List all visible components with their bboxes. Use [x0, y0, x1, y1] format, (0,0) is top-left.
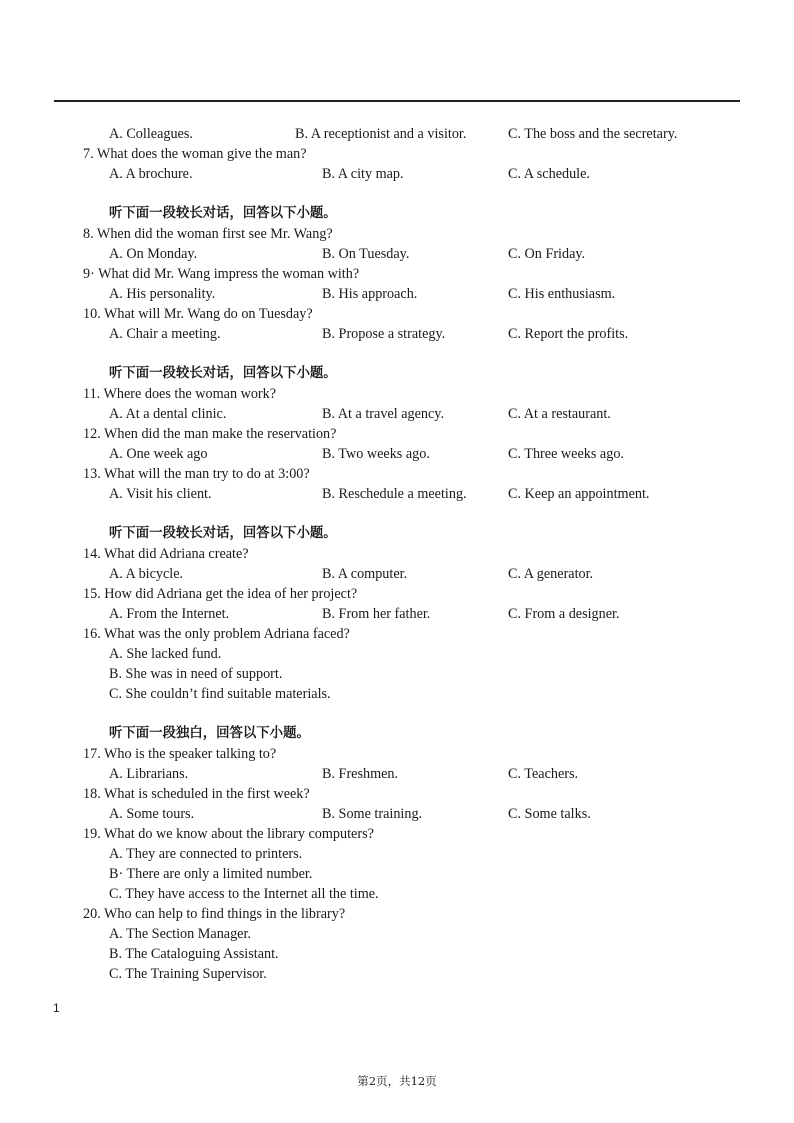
question-row: [0, 144, 794, 164]
q12-option-b: B. Two weeks ago.: [322, 446, 430, 462]
section-instruction: [0, 524, 794, 544]
section-instruction: [0, 724, 794, 744]
option-row: [0, 944, 794, 964]
q12-option-a: A. One week ago: [109, 446, 208, 462]
q6-option-b: B. A receptionist and a visitor.: [295, 126, 467, 142]
section-instruction: [0, 364, 794, 384]
section-3-heading: 听下面一段较长对话，回答以下小题。: [109, 526, 337, 541]
q14-option-a: A. A bicycle.: [109, 566, 184, 582]
q14-option-b: B. A computer.: [322, 566, 408, 582]
q11-text: 11. Where does the woman work?: [83, 386, 277, 402]
q6-option-c: C. The boss and the secretary.: [508, 126, 678, 142]
q7-option-a: A. A brochure.: [109, 166, 193, 182]
q8-option-b: B. On Tuesday.: [322, 246, 410, 262]
question-row: [0, 424, 794, 444]
option-row: [0, 764, 794, 784]
q7-text: 7. What does the woman give the man?: [83, 146, 307, 162]
question-row: [0, 784, 794, 804]
q13-option-c: C. Keep an appointment.: [508, 486, 650, 502]
option-row: [0, 844, 794, 864]
question-row: [0, 824, 794, 844]
q9-option-b: B. His approach.: [322, 286, 418, 302]
header-rule: [54, 100, 740, 102]
q7-option-c: C. A schedule.: [508, 166, 590, 182]
option-row: [0, 444, 794, 464]
option-row: [0, 804, 794, 824]
question-row: [0, 304, 794, 324]
option-row: [0, 864, 794, 884]
q11-option-a: A. At a dental clinic.: [109, 406, 227, 422]
option-row: [0, 604, 794, 624]
option-row: [0, 664, 794, 684]
question-row: [0, 544, 794, 564]
q20-text: 20. Who can help to find things in the library?: [83, 906, 346, 922]
margin-number: 1: [53, 1001, 60, 1015]
q9-text: 9· What did Mr. Wang impress the woman with?: [83, 266, 360, 282]
question-row: [0, 264, 794, 284]
question-row: [0, 464, 794, 484]
q10-option-c: C. Report the profits.: [508, 326, 629, 342]
q17-text: 17. Who is the speaker talking to?: [83, 746, 277, 762]
question-row: [0, 624, 794, 644]
question-row: [0, 744, 794, 764]
option-row: [0, 244, 794, 264]
option-row: [0, 164, 794, 184]
q9-option-a: A. His personality.: [109, 286, 216, 302]
q13-option-a: A. Visit his client.: [109, 486, 212, 502]
q18-option-a: A. Some tours.: [109, 806, 195, 822]
question-row: [0, 384, 794, 404]
option-row: [0, 684, 794, 704]
q16-option-a: A. She lacked fund.: [109, 646, 222, 662]
q18-text: 18. What is scheduled in the first week?: [83, 786, 310, 802]
q15-option-a: A. From the Internet.: [109, 606, 230, 622]
q20-option-c: C. The Training Supervisor.: [109, 966, 267, 982]
q17-option-b: B. Freshmen.: [322, 766, 399, 782]
q15-option-b: B. From her father.: [322, 606, 431, 622]
q18-option-b: B. Some training.: [322, 806, 423, 822]
q8-option-a: A. On Monday.: [109, 246, 198, 262]
q16-option-c: C. She couldn’t find suitable materials.: [109, 686, 331, 702]
exam-content: [0, 124, 794, 984]
q13-option-b: B. Reschedule a meeting.: [322, 486, 467, 502]
option-row: [0, 964, 794, 984]
page-footer: 第2页，共12页: [357, 1074, 437, 1088]
q12-option-c: C. Three weeks ago.: [508, 446, 624, 462]
q14-text: 14. What did Adriana create?: [83, 546, 249, 562]
q19-option-b: B· There are only a limited number.: [109, 866, 313, 882]
option-row: [0, 484, 794, 504]
option-row: [0, 884, 794, 904]
question-row: [0, 224, 794, 244]
section-2-heading: 听下面一段较长对话，回答以下小题。: [109, 366, 337, 381]
q20-option-b: B. The Cataloguing Assistant.: [109, 946, 279, 962]
q9-option-c: C. His enthusiasm.: [508, 286, 616, 302]
q17-option-c: C. Teachers.: [508, 766, 579, 782]
question-row: [0, 584, 794, 604]
option-row: [0, 284, 794, 304]
q11-option-c: C. At a restaurant.: [508, 406, 611, 422]
section-4-heading: 听下面一段独白，回答以下小题。: [109, 726, 310, 741]
option-row: [0, 924, 794, 944]
option-row: [0, 404, 794, 424]
q13-text: 13. What will the man try to do at 3:00?: [83, 466, 310, 482]
section-1-heading: 听下面一段较长对话，回答以下小题。: [109, 206, 337, 221]
q17-option-a: A. Librarians.: [109, 766, 189, 782]
q19-text: 19. What do we know about the library computers?: [83, 826, 374, 842]
q8-text: 8. When did the woman first see Mr. Wang?: [83, 226, 333, 242]
option-row: [0, 124, 794, 144]
q18-option-c: C. Some talks.: [508, 806, 591, 822]
q10-text: 10. What will Mr. Wang do on Tuesday?: [83, 306, 313, 322]
option-row: [0, 564, 794, 584]
q15-option-c: C. From a designer.: [508, 606, 620, 622]
q20-option-a: A. The Section Manager.: [109, 926, 251, 942]
q16-text: 16. What was the only problem Adriana faced?: [83, 626, 350, 642]
q6-option-a: A. Colleagues.: [109, 126, 193, 142]
q12-text: 12. When did the man make the reservation?: [83, 426, 337, 442]
q16-option-b: B. She was in need of support.: [109, 666, 283, 682]
q15-text: 15. How did Adriana get the idea of her project?: [83, 586, 358, 602]
option-row: [0, 324, 794, 344]
q11-option-b: B. At a travel agency.: [322, 406, 444, 422]
q19-option-a: A. They are connected to printers.: [109, 846, 303, 862]
q10-option-a: A. Chair a meeting.: [109, 326, 221, 342]
q7-option-b: B. A city map.: [322, 166, 404, 182]
q14-option-c: C. A generator.: [508, 566, 594, 582]
q8-option-c: C. On Friday.: [508, 246, 586, 262]
section-instruction: [0, 204, 794, 224]
option-row: [0, 644, 794, 664]
q19-option-c: C. They have access to the Internet all the time.: [109, 886, 379, 902]
q10-option-b: B. Propose a strategy.: [322, 326, 446, 342]
question-row: [0, 904, 794, 924]
